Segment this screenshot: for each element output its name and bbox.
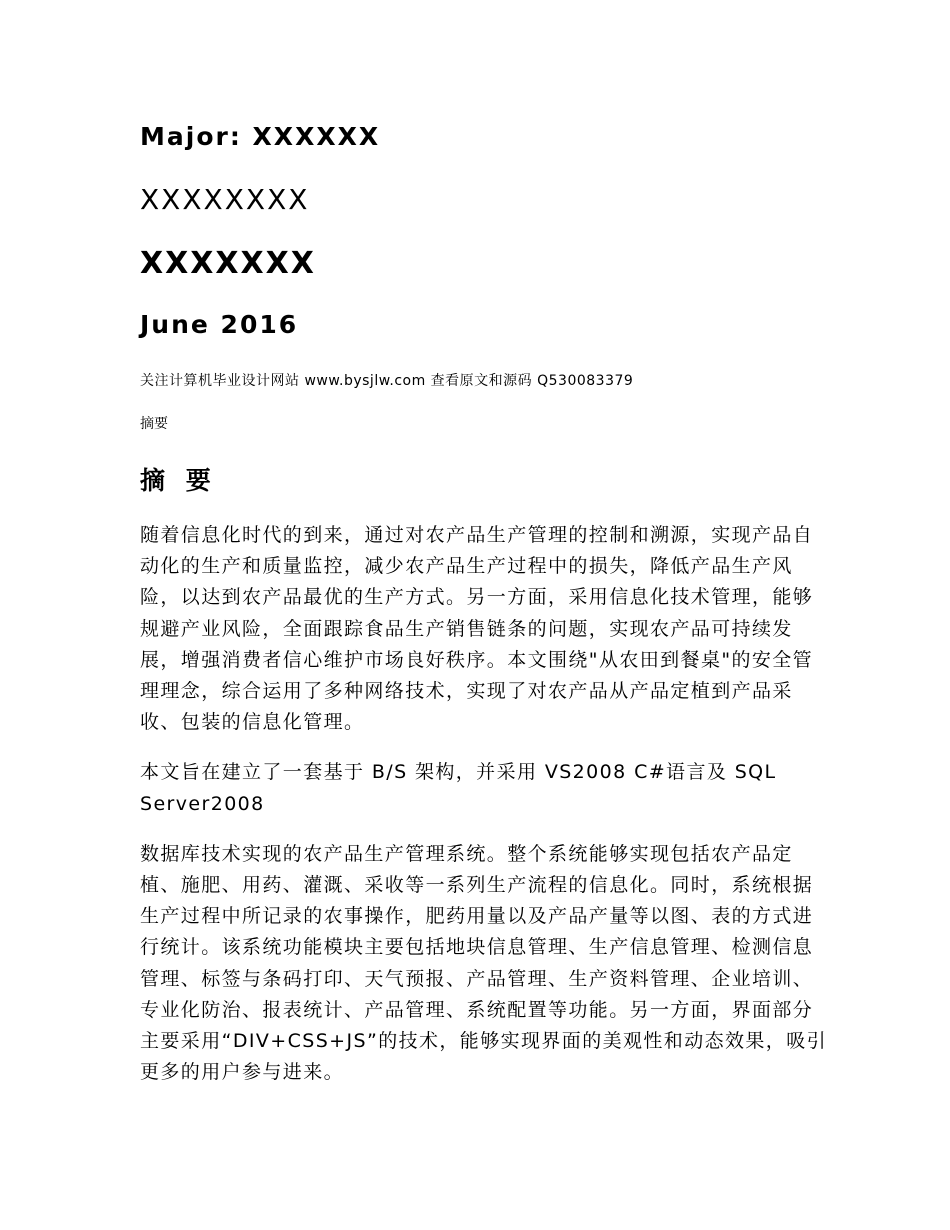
page-content [140, 118, 830, 1088]
running-header: 摘要 [140, 416, 168, 432]
date-line: June 2016 [140, 310, 299, 339]
abstract-title: 摘 要 [140, 466, 217, 495]
supervisor-line: XXXXXXX [140, 246, 316, 281]
website-note: 关注计算机毕业设计网站 www.bysjlw.com 查看原文和源码 Q530083379 [140, 373, 634, 389]
abstract-paragraph-3: 数据库技术实现的农产品生产管理系统。整个系统能够实现包括农产品定植、施肥、用药、灌溉、采收等一系列生产流程的信息化。同时，系统根据生产过程中所记录的农事操作，肥药用量以及产品产量等以图、表的方式进行统计。该系统功能模块主要包括地块信息管理、生产信息管理、检测信息管理、标签与条码打印、天气预报、产品管理、生产资料管理、企业培训、专业化防治、报表统计、产品管理、系统配置等功能。另一方面，界面部分主要采用“DIV+CSS+JS”的技术，能够实现界面的美观性和动态效果，吸引更多的用户参与进来。 [140, 842, 828, 1084]
major-line: Major: XXXXXX [140, 122, 381, 151]
abstract-paragraph-1: 随着信息化时代的到来，通过对农产品生产管理的控制和溯源，实现产品自动化的生产和质量监控，减少农产品生产过程中的损失，降低产品生产风险，以达到农产品最优的生产方式。另一方面，采用信息化技术管理，能够规避产业风险，全面跟踪食品生产销售链条的问题，实现农产品可持续发展，增强消费者信心维护市场良好秩序。本文围绕"从农田到餐桌"的安全管理理念，综合运用了多种网络技术，实现了对农产品从产品定植到产品采收、包装的信息化管理。 [140, 524, 814, 734]
abstract-paragraph-2: 本文旨在建立了一套基于 B/S 架构，并采用 VS2008 C#语言及 SQL Server2008 [140, 761, 777, 815]
author-name-line: XXXXXXXX [140, 183, 310, 216]
